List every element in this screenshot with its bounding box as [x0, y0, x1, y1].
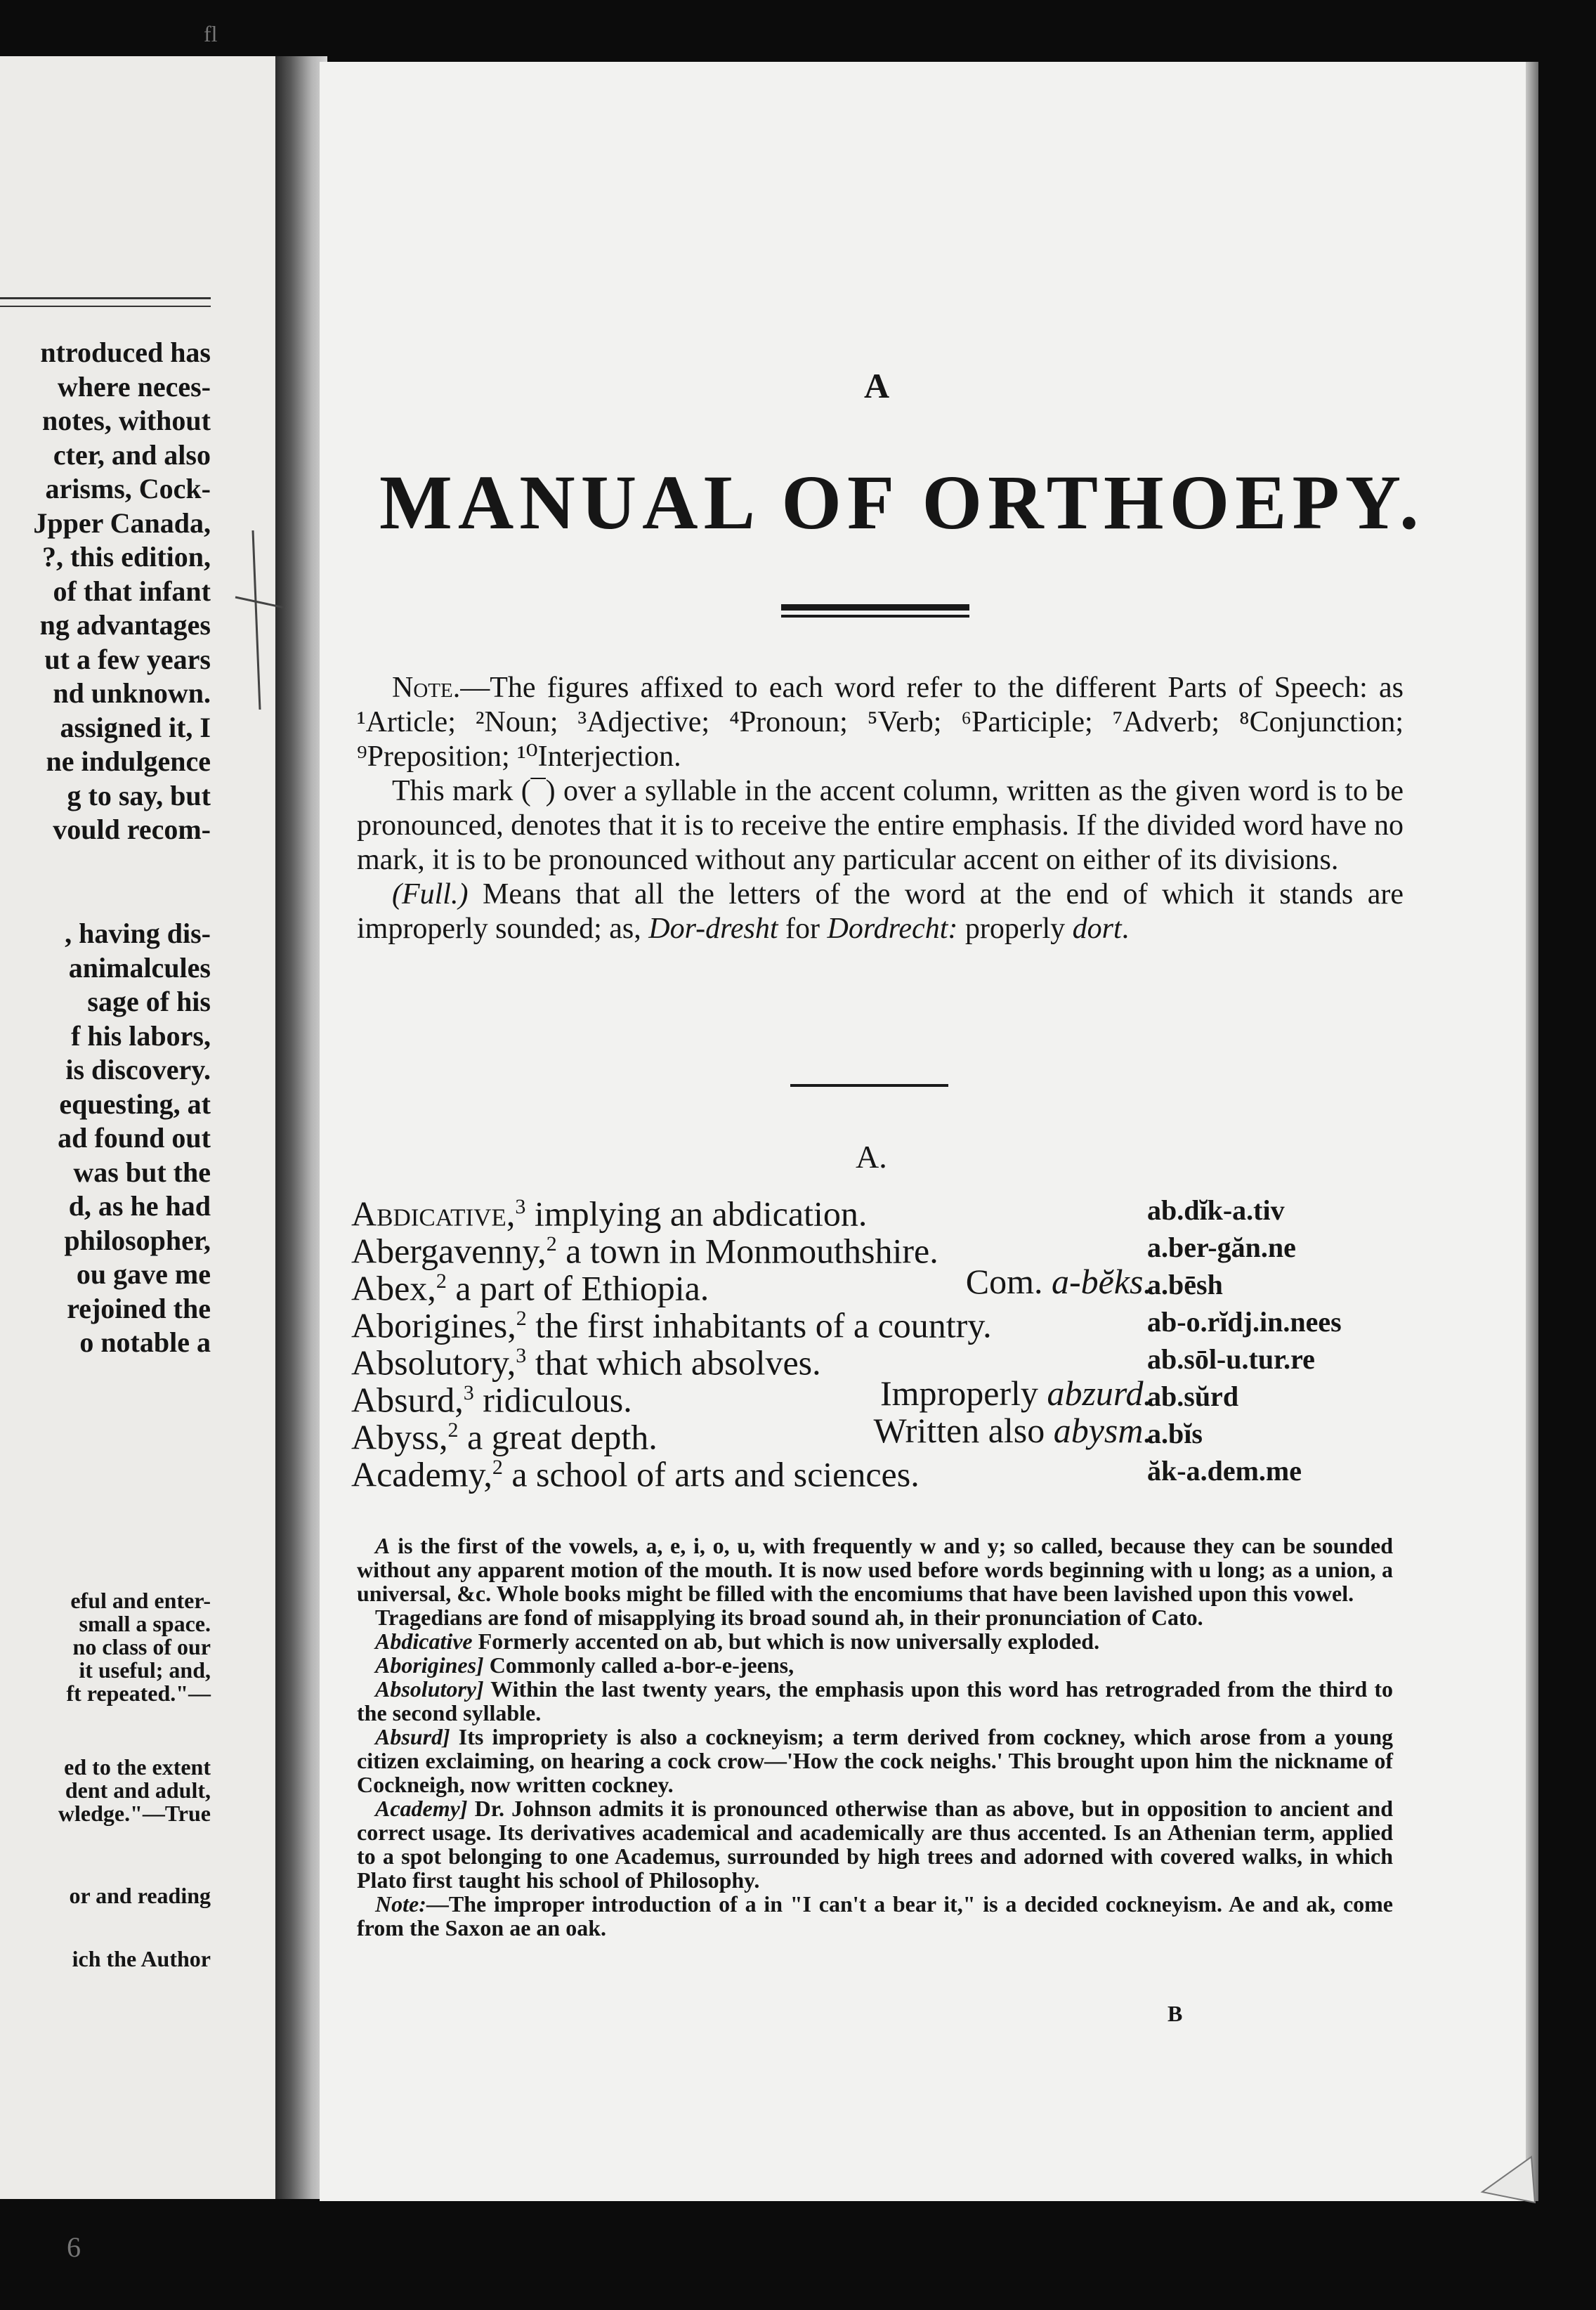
- dictionary-entry: [351, 1448, 1152, 1494]
- entry-remark-label: Improperly: [880, 1373, 1047, 1413]
- footnote-paragraph: [357, 1653, 1393, 1677]
- left-page-line: ed to the extent: [64, 1754, 211, 1780]
- left-page-line: cter, and also: [53, 438, 211, 471]
- entry-headword: Absolutory,: [351, 1343, 516, 1383]
- left-page-line: g to say, but: [67, 779, 211, 811]
- title-rule-thick: [781, 604, 969, 611]
- left-page-line: no class of our: [72, 1634, 211, 1659]
- left-page-line: rejoined the: [67, 1292, 211, 1324]
- dictionary-entry: [351, 1336, 1152, 1383]
- footnote-text: Within the last twenty years, the emphasis upon this word has retrograded from the third to the second syllable.: [357, 1676, 1393, 1725]
- left-page: [0, 56, 275, 2199]
- bottom-margin-mark: 6: [67, 2231, 81, 2263]
- entry-part-of-speech: 2: [436, 1270, 447, 1293]
- footnotes-block: [357, 1534, 1393, 1940]
- entry-pronunciation: ab.sōl-u.tur.re: [1147, 1343, 1315, 1375]
- left-page-line: ng advantages: [39, 609, 211, 641]
- footnote-text: Tragedians are fond of misapplying its broad sound ah, in their pronunciation of Cato.: [375, 1605, 1203, 1630]
- left-page-line: was but the: [73, 1156, 211, 1188]
- entry-part-of-speech: 2: [546, 1232, 557, 1255]
- footnote-paragraph: [357, 1534, 1393, 1605]
- entry-definition: a school of arts and sciences.: [502, 1454, 920, 1494]
- note-parts-of-speech: [357, 671, 1404, 774]
- note-text-1: .—The figures affixed to each word refer to the different Parts of Speech: as ¹Article; ²Noun; ³Adjective; ⁴Pronoun; ⁵Verb; ⁶Participle; ⁷Adverb; ⁸Conjunction; ⁹Preposition; ¹⁰Interjection.: [357, 672, 1404, 773]
- signature-mark: B: [1167, 2001, 1183, 2026]
- footnote-lead: Academy]: [375, 1796, 468, 1821]
- note-full-text-c: properly: [957, 913, 1073, 945]
- footnote-text: Commonly called a-bor-e-jeens,: [483, 1652, 794, 1678]
- entry-pronunciation: ab-o.rĭdj.in.nees: [1147, 1306, 1342, 1338]
- left-page-line: vould recom-: [53, 814, 211, 845]
- dictionary-entry: [351, 1262, 1152, 1308]
- left-page-line: where neces-: [57, 370, 211, 403]
- dictionary-entry: [351, 1411, 1152, 1457]
- left-page-line: is discovery.: [65, 1054, 211, 1085]
- footnote-lead: Absurd]: [375, 1724, 450, 1749]
- entry-headword: Abdicative,: [351, 1194, 516, 1234]
- entry-pronunciation: ab.sŭrd: [1147, 1381, 1239, 1412]
- dictionary-entry: [351, 1225, 1152, 1271]
- entry-remark-label: Com.: [965, 1262, 1052, 1301]
- entry-definition: a great depth.: [458, 1417, 658, 1457]
- entry-definition: a town in Monmouthshire.: [556, 1231, 938, 1271]
- entry-headword: Absurd,: [351, 1380, 464, 1420]
- note-full-definition: [357, 877, 1404, 946]
- dictionary-entry: [351, 1373, 1152, 1420]
- pencil-annotation-mark: [232, 527, 288, 717]
- left-page-line: it useful; and,: [79, 1657, 211, 1683]
- entry-pronunciation: a.bēsh: [1147, 1269, 1223, 1300]
- footnote-lead: Abdicative: [375, 1629, 473, 1654]
- left-page-line: eful and enter-: [70, 1588, 211, 1613]
- page-title: MANUAL OF ORTHOEPY.: [379, 459, 1425, 545]
- entry-remark: [966, 1262, 1152, 1301]
- left-page-line: philosopher,: [64, 1224, 211, 1256]
- left-page-line: f his labors,: [71, 1019, 211, 1052]
- entry-remark-word: abzurd.: [1047, 1373, 1152, 1413]
- footnote-text: is the first of the vowels, a, e, i, o, u, with frequently w and y; so called, because they can be sounded without any apparent motion of the mouth. It is now used before words beginning with u long; as a union, a universal, &c. Whole books might be filled with the encomiums that have been lavished upon this vowel.: [357, 1533, 1393, 1606]
- footnote-text: Its impropriety is also a cockneyism; a term derived from cockney, which arose from a young citizen exclaiming, on hearing a cock crow—'How the cock neighs.' This brought upon him the nickname of Cockneigh, now written cockney.: [357, 1724, 1393, 1797]
- entry-definition: implying an abdication.: [525, 1194, 868, 1234]
- left-page-line: ft repeated."—: [66, 1681, 211, 1706]
- right-page-edge: [1526, 62, 1538, 2201]
- footnote-paragraph: [357, 1892, 1393, 1940]
- note-accent-mark: This mark (¯) over a syllable in the accent column, written as the given word is to be pronounced, denotes that it is to receive the entire emphasis. If the divided word have no mark, it is to be pronounced without any particular accent on either of its divisions.: [357, 775, 1404, 876]
- entry-remark: [880, 1373, 1152, 1413]
- entry-gloss: [351, 1448, 920, 1494]
- title-article: A: [864, 366, 890, 405]
- left-page-line: ut a few years: [44, 643, 211, 675]
- left-page-line: Jpper Canada,: [33, 507, 211, 539]
- left-page-line: animalcules: [68, 951, 211, 984]
- footnote-lead: Aborigines]: [375, 1652, 484, 1678]
- left-page-line: ntroduced has: [40, 337, 211, 368]
- entry-part-of-speech: 3: [515, 1195, 526, 1218]
- left-page-line: d, as he had: [68, 1190, 211, 1222]
- entry-headword: Abergavenny,: [351, 1231, 547, 1271]
- entry-definition: that which absolves.: [526, 1343, 821, 1383]
- note-full-text-a: Means that all the letters of the word at the end of which it stands are improperly sounded; as,: [357, 878, 1404, 945]
- left-page-line: or and reading: [69, 1883, 211, 1908]
- left-page-rule-2: [0, 306, 211, 307]
- footnote-lead: Absolutory]: [375, 1676, 484, 1702]
- note-paragraph-block: [357, 671, 1404, 946]
- left-page-line: ou gave me: [76, 1258, 211, 1290]
- left-page-line: ad found out: [58, 1122, 211, 1154]
- left-page-line: ne indulgence: [46, 745, 211, 777]
- note-example-3: dort: [1072, 913, 1122, 945]
- note-example-1: Dor-dresht: [648, 913, 778, 945]
- note-full-label: (Full.): [392, 878, 469, 911]
- page-corner-fold: [1475, 2143, 1538, 2206]
- left-page-rule-1: [0, 297, 211, 299]
- entry-part-of-speech: 3: [516, 1344, 527, 1367]
- entry-part-of-speech: 2: [447, 1418, 459, 1442]
- dictionary-entry: [351, 1187, 1152, 1234]
- entry-pronunciation: a.bĭs: [1147, 1418, 1203, 1449]
- note-label: Note: [392, 672, 453, 704]
- note-full-text-d: .: [1121, 913, 1130, 945]
- footnote-text: Formerly accented on ab, but which is now universally exploded.: [472, 1629, 1100, 1654]
- entry-part-of-speech: 2: [516, 1307, 527, 1330]
- dictionary-entry: [351, 1299, 1152, 1345]
- title-rule-thin: [781, 615, 969, 618]
- left-page-line: dent and adult,: [65, 1777, 211, 1803]
- left-page-line: of that infant: [53, 575, 211, 607]
- entry-definition: a part of Ethiopia.: [446, 1268, 709, 1308]
- left-page-line: arisms, Cock-: [45, 473, 211, 504]
- left-page-line: assigned it, I: [60, 711, 211, 743]
- left-page-line: wledge."—True: [58, 1801, 211, 1826]
- footnote-paragraph: [357, 1629, 1393, 1653]
- entry-headword: Academy,: [351, 1454, 492, 1494]
- entry-headword: Abyss,: [351, 1417, 448, 1457]
- entry-pronunciation: ab.dĭk-a.tiv: [1147, 1194, 1285, 1226]
- entry-pronunciation: ăk-a.dem.me: [1147, 1455, 1302, 1487]
- entry-remark-word: a-bĕks.: [1052, 1262, 1152, 1301]
- left-page-line: small a space.: [79, 1611, 211, 1636]
- footnote-lead: Note:: [375, 1891, 426, 1917]
- left-page-line: ?, this edition,: [41, 541, 211, 573]
- left-page-line: equesting, at: [59, 1088, 211, 1120]
- left-page-line: sage of his: [87, 986, 211, 1017]
- entry-definition: the first inhabitants of a country.: [526, 1305, 992, 1345]
- footnote-paragraph: [357, 1677, 1393, 1725]
- entry-remark: [873, 1411, 1152, 1450]
- footnote-text: —The improper introduction of a in "I can't a bear it," is a decided cockneyism. Ae and ak, come from the Saxon ae an oak.: [357, 1891, 1393, 1940]
- left-page-line: notes, without: [41, 405, 211, 436]
- left-page-line: , having dis-: [65, 918, 211, 949]
- entry-part-of-speech: 3: [463, 1381, 474, 1404]
- entry-part-of-speech: 2: [492, 1456, 503, 1479]
- left-page-line: o notable a: [79, 1326, 211, 1358]
- footnote-paragraph: [357, 1605, 1393, 1629]
- footnote-paragraph: [357, 1725, 1393, 1796]
- footnote-lead: A: [375, 1533, 391, 1558]
- left-page-line: ich the Author: [72, 1946, 211, 1971]
- entry-remark-word: abysm.: [1053, 1411, 1152, 1450]
- entry-remark-label: Written also: [873, 1411, 1054, 1450]
- section-divider-rule: [790, 1084, 948, 1087]
- footnote-text: Dr. Johnson admits it is pronounced otherwise than as above, but in opposition to ancient and correct usage. Its derivatives academical and academically are thus accented. Is an Athenian term, applied to a spot belonging to one Academus, surrounded by high trees and adorned with covered walks, in which Plato first taught his school of Philosophy.: [357, 1796, 1393, 1893]
- entry-definition: ridiculous.: [473, 1380, 632, 1420]
- note-example-2: Dordrecht:: [827, 913, 958, 945]
- top-margin-mark: fl: [204, 21, 218, 46]
- left-page-line: nd unknown.: [53, 677, 211, 709]
- footnote-paragraph: [357, 1796, 1393, 1892]
- entry-headword: Abex,: [351, 1268, 436, 1308]
- section-heading-a: A.: [856, 1139, 887, 1175]
- entry-pronunciation: a.ber-găn.ne: [1147, 1232, 1296, 1263]
- note-full-text-b: for: [778, 913, 828, 945]
- entry-headword: Aborigines,: [351, 1305, 516, 1345]
